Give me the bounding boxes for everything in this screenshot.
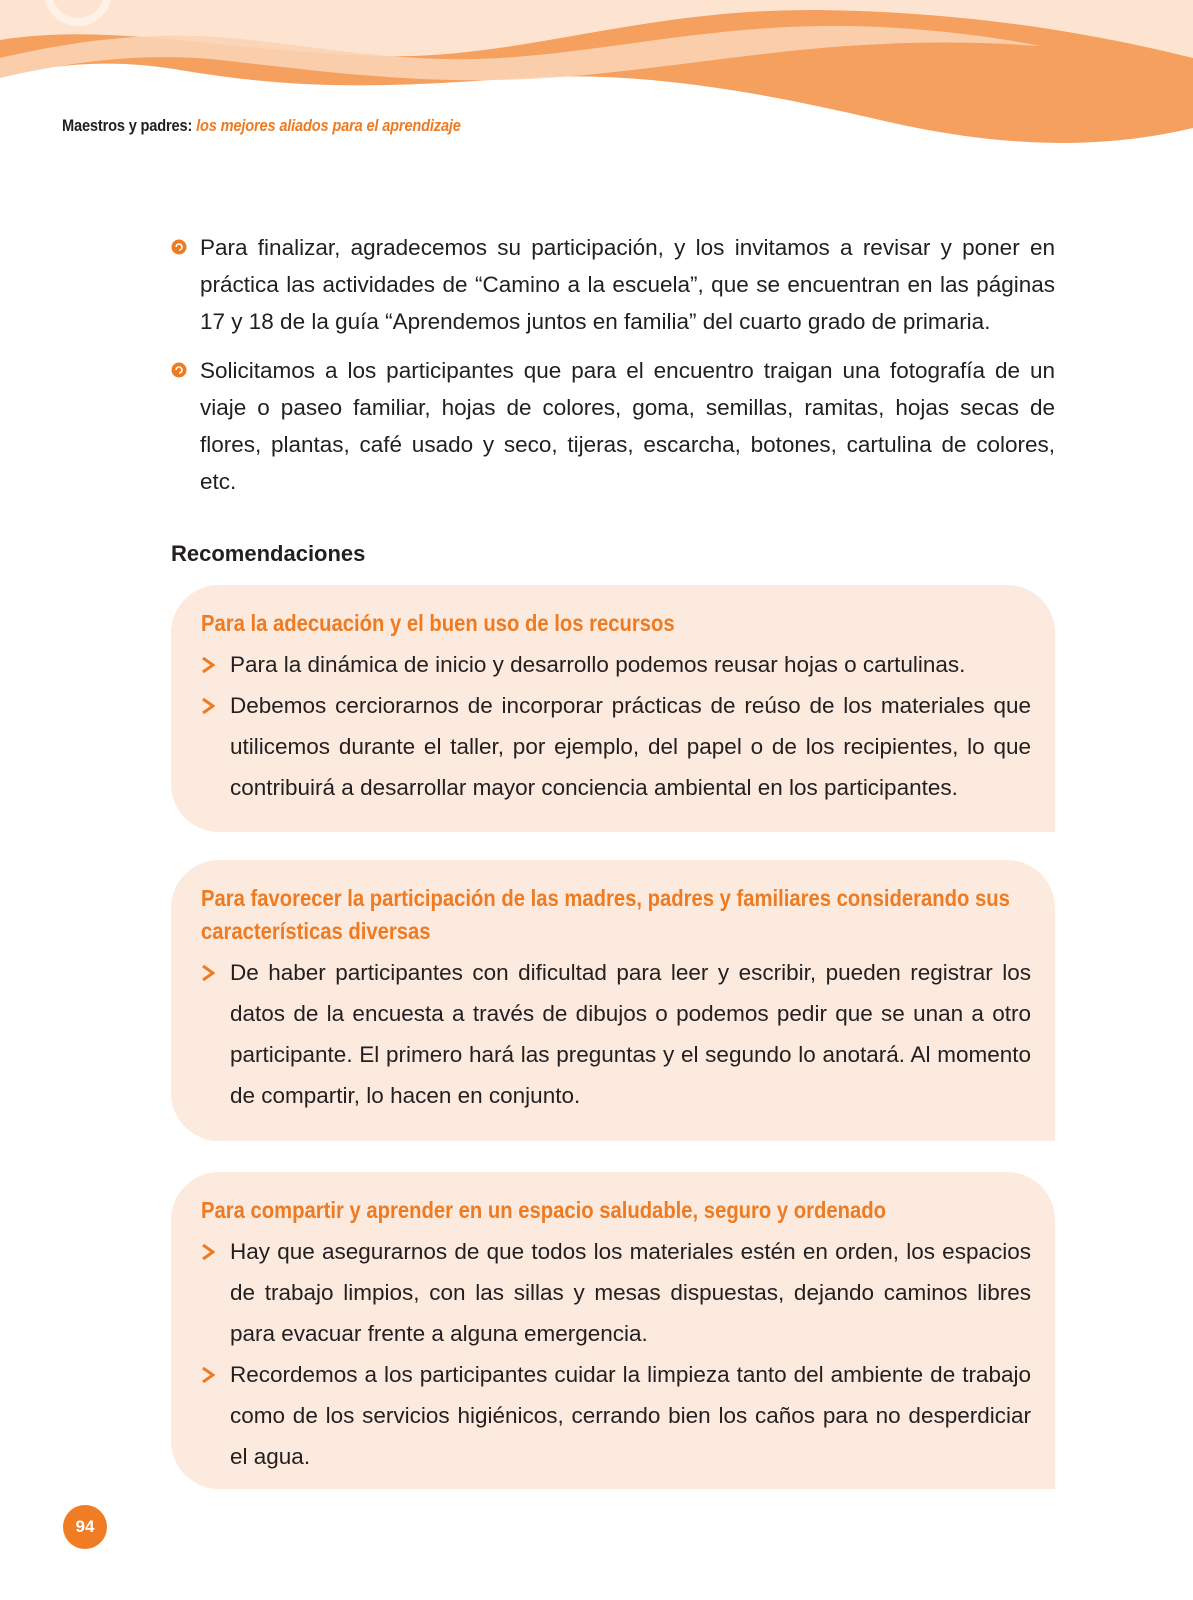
box-item-text: Recordemos a los participantes cuidar la limpieza tanto del ambiente de trabajo como de los servicios higiénicos, cerrando bien los caños para no desperdiciar el agua. — [230, 1362, 1031, 1469]
intro-bullet — [171, 352, 1055, 500]
bullet-circle-icon — [171, 239, 187, 255]
box-title: Para compartir y aprender en un espacio saludable, seguro y ordenado — [201, 1197, 886, 1223]
page-number: 94 — [63, 1505, 107, 1549]
box-title: Para favorecer la participación de las madres, padres y familiares considerando sus características diversas — [201, 885, 1010, 944]
recommendation-box-participation — [171, 860, 1055, 1141]
recommendation-box-resources — [171, 585, 1055, 832]
chevron-right-icon — [201, 965, 215, 981]
box-item — [201, 952, 1031, 1116]
intro-bullet-text: Para finalizar, agradecemos su participación, y los invitamos a revisar y poner en práctica las actividades de “Camino a la escuela”, que se encuentran en las páginas 17 y 18 de la guía “Aprendemos juntos en familia” del cuarto grado de primaria. — [200, 235, 1055, 334]
box-title: Para la adecuación y el buen uso de los recursos — [201, 610, 675, 636]
running-head-italic: los mejores aliados para el aprendizaje — [196, 116, 461, 135]
chevron-right-icon — [201, 1244, 215, 1260]
running-head — [62, 116, 461, 136]
bullet-circle-icon — [171, 362, 187, 378]
box-item-text: Hay que asegurarnos de que todos los materiales estén en orden, los espacios de trabajo limpios, con las sillas y mesas dispuestas, dejando caminos libres para evacuar frente a alguna emergencia. — [230, 1239, 1031, 1346]
box-item-text: Debemos cerciorarnos de incorporar prácticas de reúso de los materiales que utilicemos durante el taller, por ejemplo, del papel o de los recipientes, lo que contribuirá a desarrollar mayor conciencia ambiental en los participantes. — [230, 693, 1031, 800]
box-item-text: Para la dinámica de inicio y desarrollo podemos reusar hojas o cartulinas. — [230, 652, 966, 677]
intro-bullet-list — [171, 229, 1055, 512]
box-item — [201, 685, 1031, 808]
box-item — [201, 1354, 1031, 1477]
intro-bullet — [171, 229, 1055, 340]
chevron-right-icon — [201, 1367, 215, 1383]
box-item — [201, 644, 1031, 685]
chevron-right-icon — [201, 698, 215, 714]
running-head-bold: Maestros y padres: — [62, 116, 193, 135]
recommendation-box-safe-space — [171, 1172, 1055, 1489]
intro-bullet-text: Solicitamos a los participantes que para el encuentro traigan una fotografía de un viaje o paseo familiar, hojas de colores, goma, semillas, ramitas, hojas secas de flores, plantas, café usado y seco, tijeras, escarcha, botones, cartulina de colores, etc. — [200, 358, 1055, 494]
box-item-text: De haber participantes con dificultad para leer y escribir, pueden registrar los datos de la encuesta a través de dibujos o podemos pedir que se unan a otro participante. El primero hará las preguntas y el segundo lo anotará. Al momento de compartir, lo hacen en conjunto. — [230, 960, 1031, 1108]
box-item — [201, 1231, 1031, 1354]
section-title: Recomendaciones — [171, 541, 366, 566]
chevron-right-icon — [201, 657, 215, 673]
